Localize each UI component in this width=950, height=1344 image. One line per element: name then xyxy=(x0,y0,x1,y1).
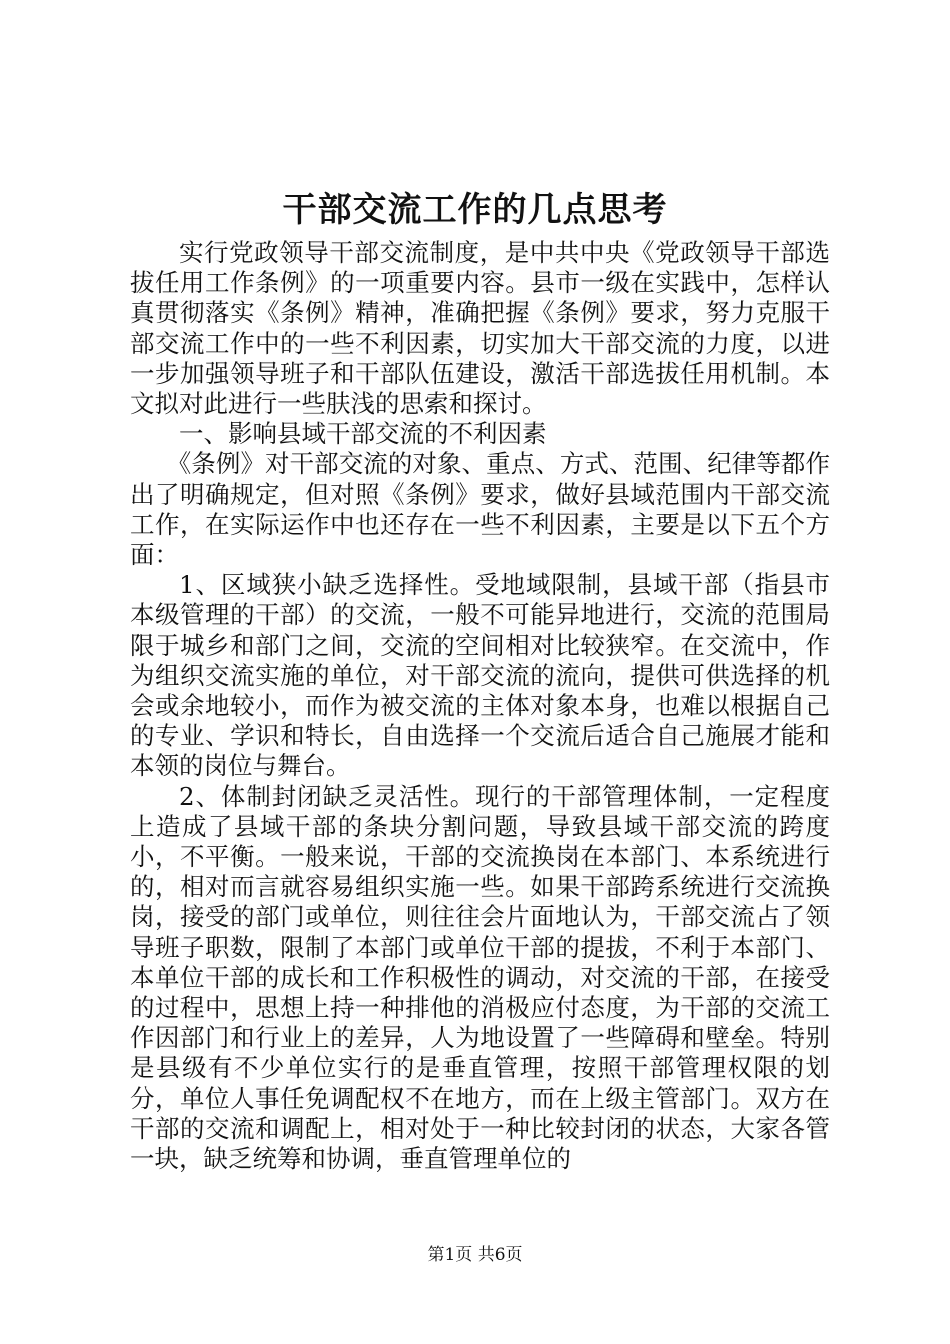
document-body xyxy=(130,238,830,1174)
paragraph-point-2: 2、体制封闭缺乏灵活性。现行的干部管理体制，一定程度上造成了县域干部的条块分割问题，导致县域干部交流的跨度小，不平衡。一般来说，干部的交流换岗在本部门、本系统进行的，相对而言就容易组织实施一些。如果干部跨系统进行交流换岗，接受的部门或单位，则往往会片面地认为，干部交流占了领导班子职数，限制了本部门或单位干部的提拔，不利于本部门、本单位干部的成长和工作积极性的调动，对交流的干部，在接受的过程中，思想上持一种排他的消极应付态度，为干部的交流工作因部门和行业上的差异，人为地设置了一些障碍和壁垒。特别是县级有不少单位实行的是垂直管理，按照干部管理权限的划分，单位人事任免调配权不在地方，而在上级主管部门。双方在干部的交流和调配上，相对处于一种比较封闭的状态，大家各管一块，缺乏统筹和协调，垂直管理单位的 xyxy=(130,781,830,1174)
paragraph-point-1: 1、区域狭小缺乏选择性。受地域限制，县域干部（指县市本级管理的干部）的交流，一般不可能异地进行，交流的范围局限于城乡和部门之间，交流的空间相对比较狭窄。在交流中，作为组织交流实施的单位，对干部交流的流向，提供可供选择的机会或余地较小，而作为被交流的主体对象本身，也难以根据自己的专业、学识和特长，自由选择一个交流后适合自己施展才能和本领的岗位与舞台。 xyxy=(130,570,830,781)
paragraph-overview: 《条例》对干部交流的对象、重点、方式、范围、纪律等都作出了明确规定，但对照《条例》要求，做好县域范围内干部交流工作，在实际运作中也还存在一些不利因素，主要是以下五个方面： xyxy=(130,449,830,570)
paragraph-intro: 实行党政领导干部交流制度，是中共中央《党政领导干部选拔任用工作条例》的一项重要内容。县市一级在实践中，怎样认真贯彻落实《条例》精神，准确把握《条例》要求，努力克服干部交流工作中的一些不利因素，切实加大干部交流的力度，以进一步加强领导班子和干部队伍建设，激活干部选拔任用机制。本文拟对此进行一些肤浅的思索和探讨。 xyxy=(130,238,830,419)
page-footer: 第1页 共6页 xyxy=(427,1245,523,1265)
section-heading: 一、影响县域干部交流的不利因素 xyxy=(179,419,547,449)
document-title: 干部交流工作的几点思考 xyxy=(282,190,668,230)
